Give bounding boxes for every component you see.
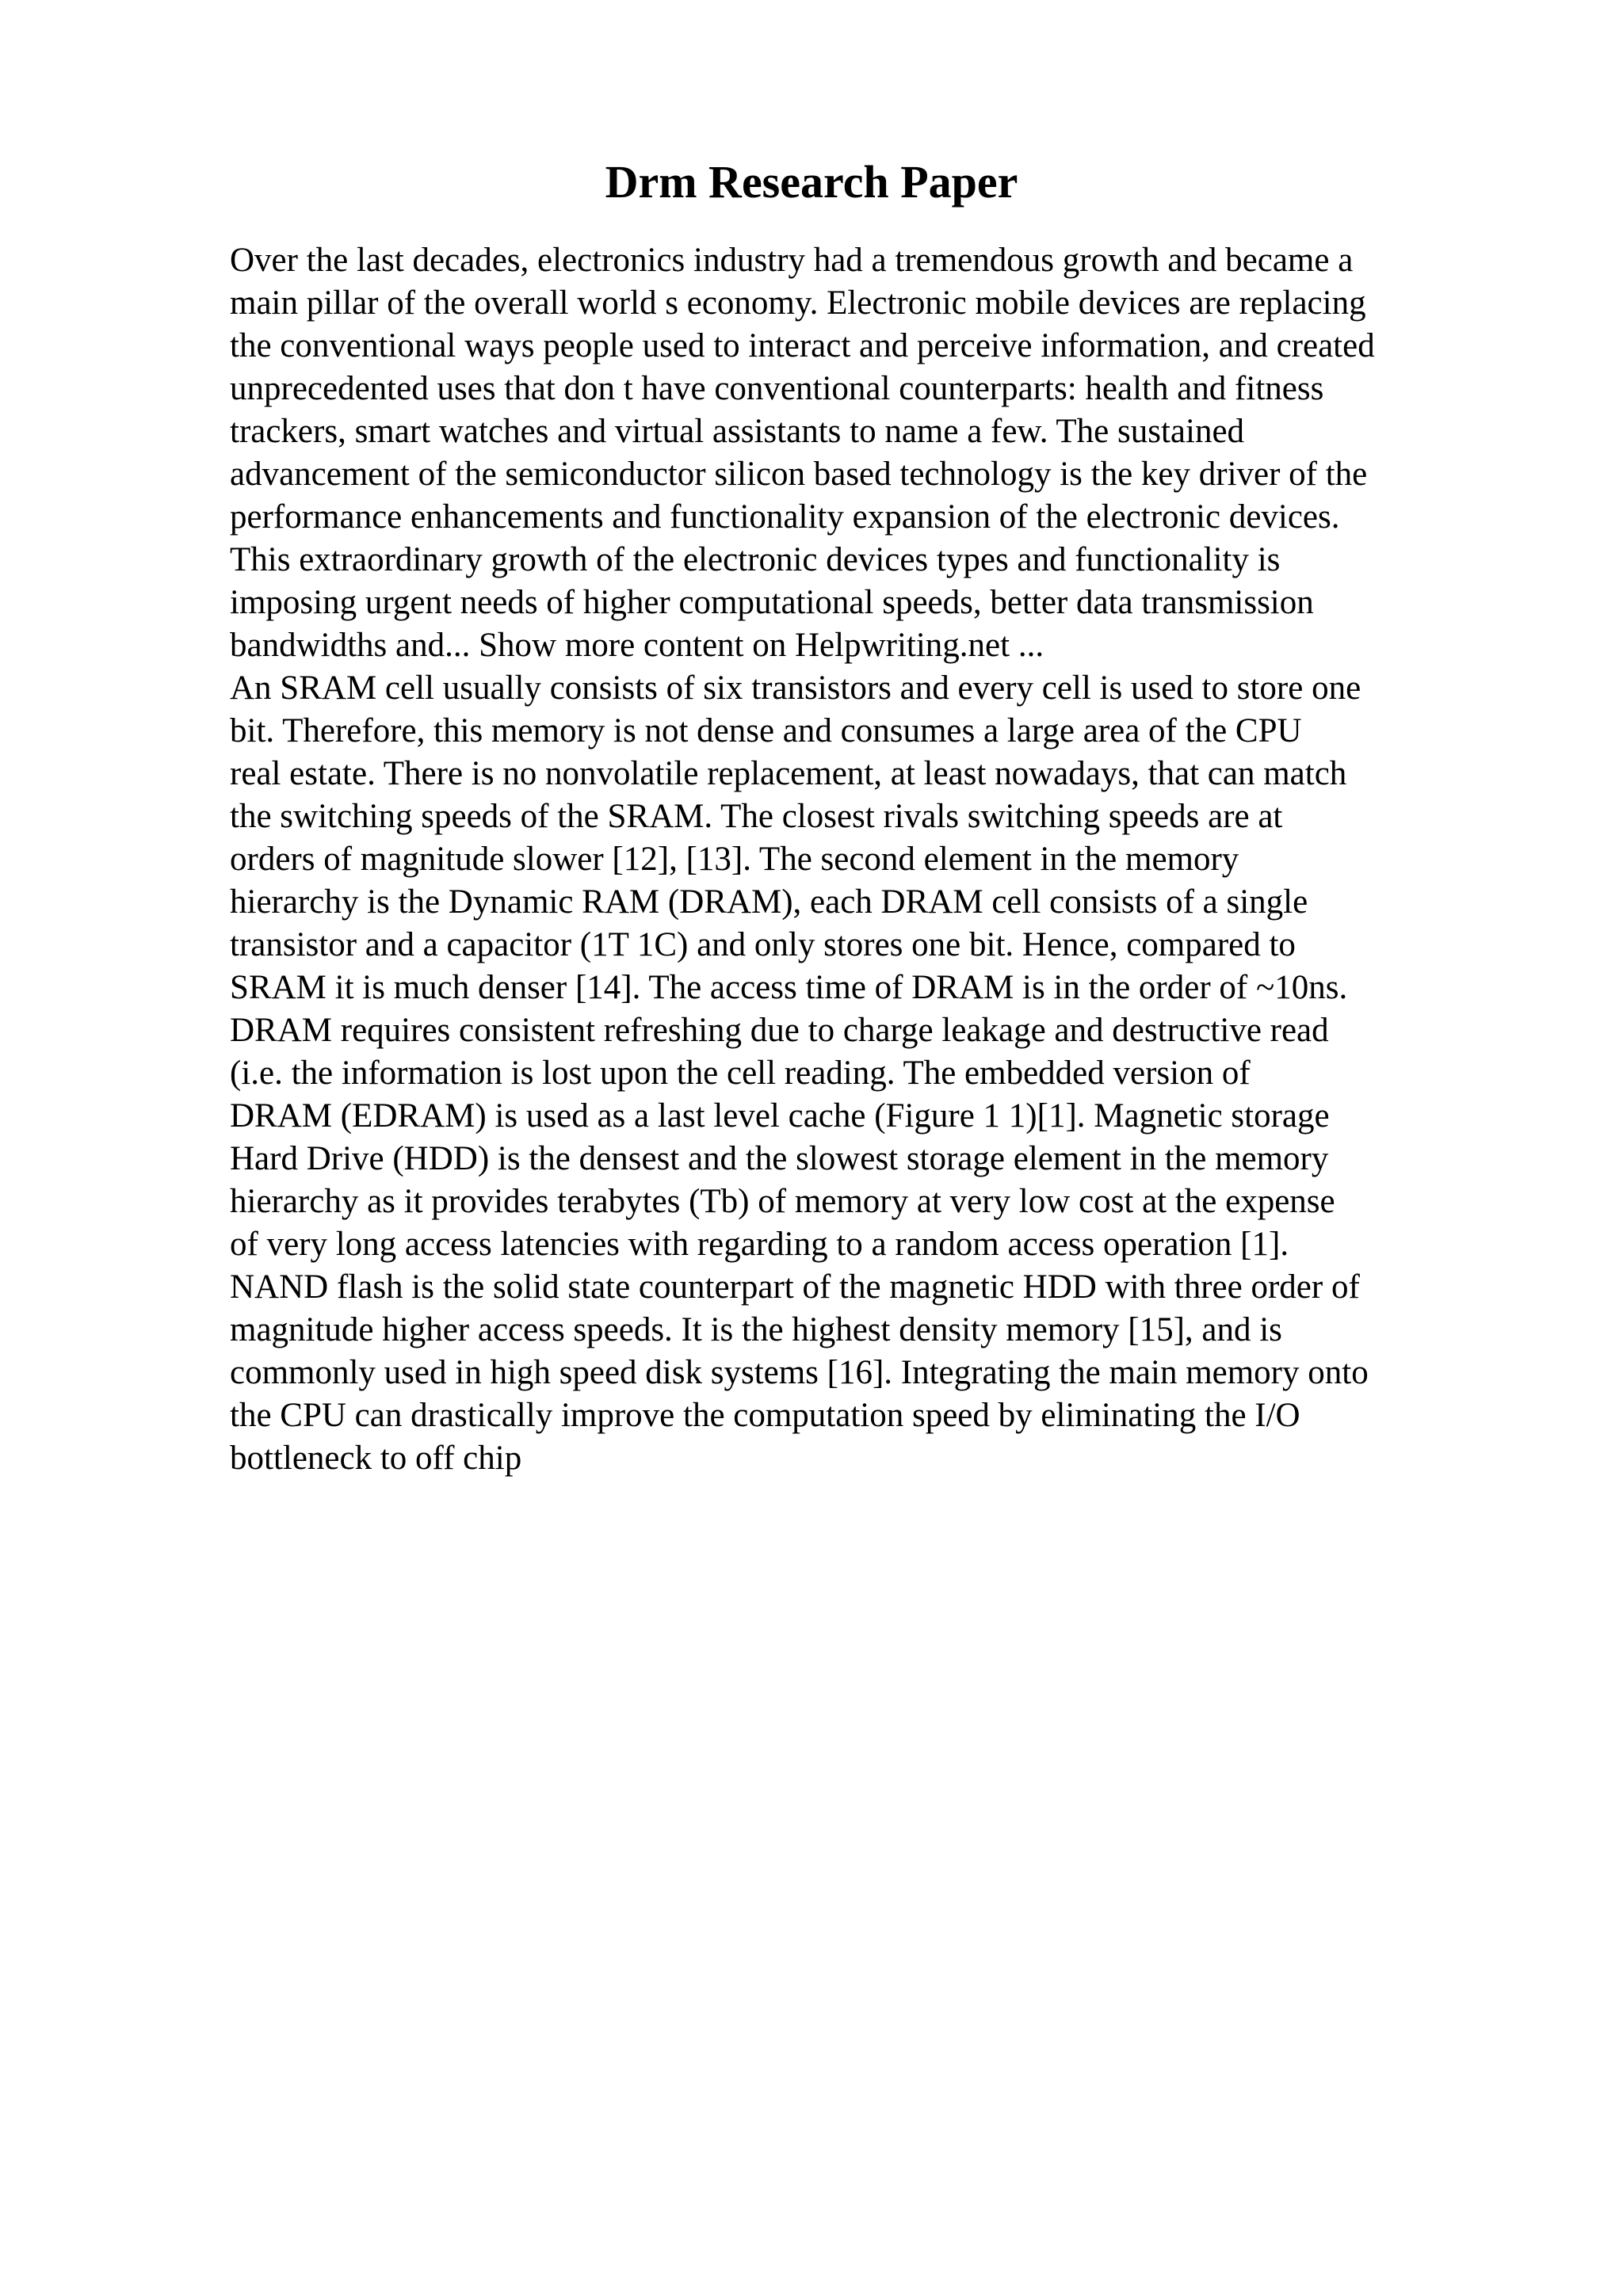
body-line: trackers, smart watches and virtual assistants to name a few. The sustained [230, 413, 1245, 450]
body-line: (i.e. the information is lost upon the cell reading. The embedded version of [230, 1055, 1251, 1092]
body-line: DRAM (EDRAM) is used as a last level cache (Figure 1 1)[1]. Magnetic storage [230, 1097, 1330, 1135]
body-line: unprecedented uses that don t have conventional counterparts: health and fitness [230, 370, 1324, 407]
body-line: SRAM it is much denser [14]. The access time of DRAM is in the order of ~10ns. [230, 969, 1348, 1006]
body-line: Hard Drive (HDD) is the densest and the slowest storage element in the memory [230, 1140, 1329, 1177]
body-line: Over the last decades, electronics industry had a tremendous growth and became a [230, 242, 1354, 279]
body-line: the conventional ways people used to interact and perceive information, and created [230, 327, 1375, 364]
body-line: magnitude higher access speeds. It is the highest density memory [15], and is [230, 1311, 1282, 1348]
document-title: Drm Research Paper [605, 156, 1018, 208]
body-line: NAND flash is the solid state counterpart of the magnetic HDD with three order of [230, 1268, 1360, 1306]
body-line: main pillar of the overall world s economy. Electronic mobile devices are replacing [230, 284, 1366, 322]
show-more-line: bandwidths and... Show more content on Helpwriting.net ... [230, 627, 1044, 664]
body-line: DRAM requires consistent refreshing due to charge leakage and destructive read [230, 1012, 1329, 1049]
body-line: An SRAM cell usually consists of six transistors and every cell is used to store one [230, 669, 1361, 707]
body-line: the CPU can drastically improve the computation speed by eliminating the I/O [230, 1397, 1300, 1434]
body-line: of very long access latencies with regarding to a random access operation [1]. [230, 1226, 1289, 1263]
body-line: orders of magnitude slower [12], [13]. The second element in the memory [230, 841, 1239, 878]
body-line: commonly used in high speed disk systems [16]. Integrating the main memory onto [230, 1354, 1369, 1391]
body-line: transistor and a capacitor (1T 1C) and only stores one bit. Hence, compared to [230, 926, 1296, 963]
body-line: advancement of the semiconductor silicon based technology is the key driver of the [230, 456, 1368, 493]
document-body [230, 239, 1498, 1480]
body-line: bottleneck to off chip [230, 1440, 522, 1477]
body-line: bit. Therefore, this memory is not dense and consumes a large area of the CPU [230, 712, 1302, 749]
body-line: hierarchy as it provides terabytes (Tb) of memory at very low cost at the expense [230, 1183, 1335, 1220]
body-line: real estate. There is no nonvolatile replacement, at least nowadays, that can match [230, 755, 1347, 792]
body-line: This extraordinary growth of the electronic devices types and functionality is [230, 541, 1281, 578]
body-line: the switching speeds of the SRAM. The closest rivals switching speeds are at [230, 798, 1283, 835]
body-line: imposing urgent needs of higher computational speeds, better data transmission [230, 584, 1314, 621]
body-line: hierarchy is the Dynamic RAM (DRAM), each DRAM cell consists of a single [230, 883, 1308, 921]
body-line: performance enhancements and functionality expansion of the electronic devices. [230, 498, 1340, 536]
